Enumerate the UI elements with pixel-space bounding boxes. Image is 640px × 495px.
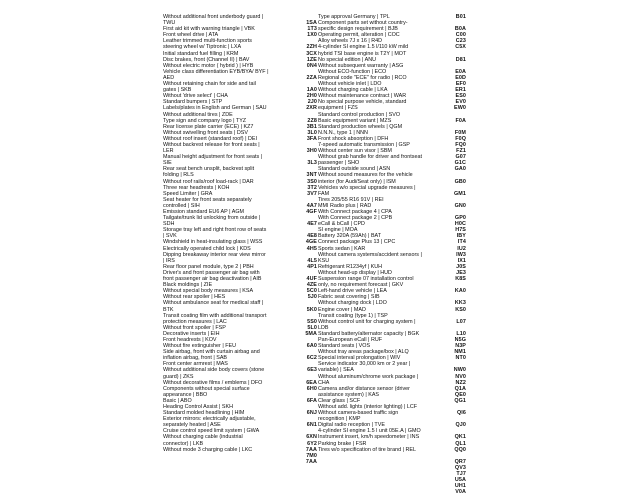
option-description-line: Tires w/o specification of tire brand | REL — [318, 446, 416, 453]
option-code: 1A0 — [306, 87, 317, 94]
option-description-line: Without swivelling front seats | DSV — [163, 129, 248, 136]
option-description-line: Leather trimmed multi-function sports — [163, 38, 252, 45]
option-code: QG1 — [454, 397, 466, 404]
option-code: G1C — [454, 160, 466, 167]
option-description-line: Type approval Germany | TPL — [318, 14, 390, 20]
option-description-line: Heading Control Assist | SKH — [163, 404, 234, 410]
option-description-line: Standard battery/alternator capacity | BGK — [318, 330, 420, 337]
option-code: E0D — [455, 74, 466, 81]
option-description-line: Without electric motor ( hybrid ) | HYB — [163, 62, 254, 69]
option-code: 3S0 — [307, 178, 317, 185]
option-description-line: Without ECO-function | ECO — [318, 68, 387, 75]
option-code: 7AA — [305, 458, 317, 465]
option-code: 6C2 — [306, 355, 317, 362]
option-description-line: Without camera-based traffic sign — [318, 410, 399, 417]
option-code: 1SA — [306, 20, 317, 27]
option-code: 4GF — [306, 209, 317, 215]
option-code: 4UF — [306, 276, 317, 283]
option-description-line: Without center sun visor | SBM — [318, 148, 392, 155]
option-description-line: eCall & bCall | CPD — [318, 221, 365, 228]
option-code: V0A — [455, 489, 466, 495]
option-description-line: KSU — [318, 257, 330, 264]
option-description-line: Labels/plates in English and German | SAU — [163, 105, 267, 112]
option-description-line: protection measures | LAC — [163, 318, 227, 325]
option-description-line: Digital radio reception | TVE — [318, 422, 385, 429]
option-description-line: recognition | KMP — [318, 416, 361, 423]
option-code: GM1 — [454, 190, 466, 197]
option-code: IW3 — [456, 251, 466, 258]
option-description-line: Vehicles w/o special upgrade measures | — [318, 184, 416, 191]
option-description-line: First aid kit with warning triangle | VBK — [163, 26, 255, 33]
option-description-line: Sports sedan | KAR — [318, 245, 366, 252]
option-code: 6A0 — [306, 343, 317, 350]
option-description-line: Tailgate/trunk lid unlocking from outside | — [163, 215, 261, 222]
option-description-line: Storage tray left and right front row of seats — [163, 227, 267, 234]
option-code: ES0 — [455, 93, 466, 100]
option-description-line: Without 'drive select' | CHA — [163, 93, 228, 100]
option-description-line: Left-hand drive vehicle | LEA — [318, 288, 387, 295]
option-description-line: Operating permit, alteration | COC — [318, 32, 400, 39]
option-description-line: With Connect package 4 | CPA — [318, 209, 392, 215]
option-description-line: Standard seats | VOS — [318, 343, 371, 350]
option-description-line: Without mode 3 charging cable | LKC — [163, 446, 253, 453]
option-description-line: Parking brake | FSR — [318, 440, 367, 447]
option-code: 4H5 — [306, 245, 317, 252]
option-code: 7AA — [305, 446, 317, 453]
option-code: 6EA — [306, 379, 317, 386]
option-description-line: AED — [163, 74, 175, 81]
option-description-line: only, no requirement forecast | GKV — [318, 282, 404, 289]
option-description-line: Rear license plate carrier (ECE) | KZ7 — [163, 123, 254, 130]
option-description-line: appearance | BBO — [163, 391, 208, 398]
option-description-line: Black moldings | ZIE — [163, 282, 213, 289]
option-code: C00 — [455, 32, 466, 39]
option-description-line: Without additional side body covers (stone — [163, 367, 265, 374]
option-description-line: equipment | FZS — [318, 105, 358, 112]
option-code: 6H0 — [306, 385, 317, 392]
option-description-line: Standard outside sound | ASN — [318, 166, 391, 173]
option-code: 5S0 — [307, 318, 317, 325]
option-description-line: Rear seat bench unsplit, backrest split — [163, 166, 255, 173]
option-code: Q1A — [454, 385, 466, 392]
option-description-line: LDB — [318, 324, 329, 331]
option-description-line: interior (for Audi/Seat only) | ISM — [318, 178, 396, 185]
option-description-line: Camera and/or distance sensor (driver — [318, 385, 410, 392]
option-code: 3L0 — [307, 129, 317, 136]
option-description-line: Without roof rails/roof load-rack | DAR — [163, 178, 254, 185]
option-description-line: Special interval prolongation | WIV — [318, 355, 401, 362]
option-code: 4L5 — [307, 257, 317, 264]
option-description-line: Refrigerant R1234yf | KUH — [318, 263, 383, 270]
option-description-line: Speed Limiter | GRA — [163, 190, 213, 197]
option-code: 4E8 — [307, 233, 317, 240]
option-description-line: Without charging dock | LDO — [318, 300, 387, 307]
option-code: GP0 — [454, 215, 466, 222]
option-description-line: MMI Radio plus | RAD — [318, 202, 372, 209]
option-description-line: Without additional front underbody guard | — [163, 14, 264, 20]
option-description-line: Without add. lights (interior lighting) | LCF — [318, 404, 418, 410]
option-description-line: FAM — [318, 190, 330, 197]
option-code: 2J0 — [307, 99, 317, 106]
option-description-line: Without special body measures | KSA — [163, 288, 254, 295]
option-code: 3L3 — [307, 160, 317, 167]
option-description-line: CHA — [318, 379, 330, 386]
option-code: IT4 — [457, 239, 466, 246]
option-code: 1ZE — [306, 56, 317, 63]
option-description-line: Without decorative films / emblems | DFO — [163, 379, 263, 386]
option-code: QV3 — [454, 464, 466, 471]
option-description-line: | SVK — [163, 233, 177, 240]
option-code: 2H0 — [306, 93, 317, 100]
option-description-line: TWU — [163, 20, 176, 27]
option-code: QL1 — [455, 440, 466, 447]
option-code: GN0 — [454, 202, 466, 209]
option-description-line: Without rear spoiler | HES — [163, 294, 226, 301]
option-description-line: Front center armrest | MAS — [163, 361, 228, 368]
option-description-line: Without maintenance contract | WAR — [318, 93, 407, 100]
option-code: 4ZE — [306, 282, 317, 289]
option-description-line: Seat heater for front seats separately — [163, 196, 252, 203]
option-code: QK1 — [454, 434, 466, 441]
option-code: KS0 — [455, 306, 466, 313]
option-code: 4GE — [305, 239, 317, 246]
option-description-line: Dipping breakaway interior rear view mirror — [163, 251, 266, 258]
option-code: EW0 — [454, 105, 466, 112]
option-description-line: connector) | LKB — [163, 440, 204, 447]
option-code: EF0 — [455, 81, 466, 88]
option-code: NV0 — [455, 373, 466, 380]
option-code: 5C0 — [306, 288, 317, 295]
option-code: D81 — [455, 56, 466, 63]
option-code: 7M0 — [306, 452, 317, 459]
option-description-line: Without roof insert (standard roof) | DEI — [163, 135, 257, 142]
option-code: C23 — [455, 38, 466, 45]
option-code: 3T2 — [307, 184, 317, 191]
option-code: IX1 — [457, 257, 466, 264]
option-description-line: Emission standard EU6 AP | AGM — [163, 209, 244, 215]
option-description-line: Without retaining chain for side and tail — [163, 81, 256, 88]
option-description-line: steering wheel w/ Tiptronic | LXA — [163, 44, 242, 51]
option-description-line: inflation airbag, front | SAB — [163, 355, 228, 362]
option-description-line: Standard production wheels | QGM — [318, 123, 403, 130]
option-description-line: Cruise control speed limit system | GWA — [163, 428, 260, 435]
option-description-line: Fabric seat covering | SIB — [318, 294, 380, 301]
option-description-line: specific design requirement | BJB — [318, 26, 398, 33]
option-code: E0A — [455, 68, 466, 75]
option-code: GA0 — [454, 166, 466, 173]
option-description-line: Side airbag, front with curtain airbag and — [163, 349, 260, 356]
option-description-line: Initial standard fuel filling | KRM — [163, 50, 239, 57]
option-description-line: Driver's and front passenger air bag with — [163, 269, 260, 276]
option-description-line: Vehicle class differentiation EYB/BYA/ BYF | — [163, 68, 269, 75]
option-description-line: Without backrest release for front seats | — [163, 141, 260, 148]
option-description-line: Front headrests | KOV — [163, 336, 217, 343]
option-description-line: | IRS — [163, 257, 175, 264]
option-description-line: Suspension range 07 installation control — [318, 276, 414, 283]
left-codes-column — [297, 14, 317, 465]
option-code: FQ0 — [455, 141, 466, 148]
option-description-line: With Connect package 2 | CPB — [318, 215, 393, 222]
right-descriptions-column — [318, 14, 446, 453]
option-description-line: Front shock absorption | DFH — [318, 135, 389, 142]
option-code: 4E7 — [307, 221, 317, 228]
option-code: JE3 — [456, 269, 466, 276]
option-description-line: Components without special surface — [163, 385, 250, 392]
option-description-line: Without tray areas package/box | ALQ — [318, 349, 409, 356]
option-description-line: Connect package Plus 13 | CPC — [318, 239, 396, 246]
option-code: NT0 — [455, 355, 466, 362]
option-code: NW0 — [453, 367, 466, 374]
option-description-line: Without ambulance seat for medical staff | — [163, 300, 264, 307]
option-code: 6XN — [306, 434, 317, 441]
option-description-line: Basic equipment variant | MZS — [318, 117, 392, 124]
option-code: J0S — [456, 263, 466, 270]
option-code: QI6 — [457, 410, 466, 417]
option-code: QQ0 — [454, 446, 466, 453]
option-code: H0C — [454, 221, 466, 228]
option-description-line: assistance system) | KAS — [318, 391, 380, 398]
option-description-line: folding | RLS — [163, 172, 194, 179]
option-code: FZ1 — [456, 148, 466, 155]
option-description-line: 7-speed automatic transmission | GSP — [318, 141, 410, 148]
option-code: 3NT — [306, 172, 317, 179]
option-description-line: Standard bumpers | STP — [163, 99, 223, 106]
option-description-line: No special purpose vehicle, standard — [318, 99, 407, 106]
option-description-line: Basic | ABO — [163, 397, 192, 404]
option-code: NZ2 — [455, 379, 466, 386]
option-code: N5G — [454, 336, 466, 343]
option-description-line: Battery 320A (59Ah) | BAT — [318, 233, 382, 240]
option-description-line: Clear glass | SCF — [318, 397, 361, 404]
option-description-line: 4-cylinder SI engine 1.5 l/110 kW mild — [318, 44, 409, 51]
option-code: G07 — [455, 154, 466, 161]
option-description-line: Without charging cable (industrial — [163, 434, 243, 441]
option-description-line: Exterior mirrors: electrically adjustable, — [163, 416, 256, 423]
option-description-line: hybrid TSI base engine is T2Y | MOT — [318, 50, 407, 57]
option-code: F0Q — [455, 135, 466, 142]
option-description-line: 4-cylinder SI engine 1.5 l unit 05E.A | GMO — [318, 428, 421, 435]
option-code: 3H0 — [306, 148, 317, 155]
option-code: IU2 — [457, 245, 466, 252]
option-description-line: Without sound measures for the vehicle — [318, 172, 413, 179]
option-code: 0N4 — [306, 62, 317, 69]
option-description-line: Service indicator 30,000 km or 2 year | — [318, 361, 411, 368]
option-code: 3V7 — [307, 190, 317, 197]
option-code: 6N1 — [306, 422, 317, 429]
option-description-line: variable) | SEA — [318, 367, 354, 374]
option-description-line: controlled | SIH — [163, 202, 200, 209]
option-description-line: Without aluminum/chrome work package | — [318, 373, 419, 380]
option-code: B0A — [454, 26, 466, 33]
option-code: 3CX — [306, 50, 317, 57]
option-description-line: Regional code "ECE" for radio | RCO — [318, 74, 407, 81]
option-description-line: Manual height adjustment for front seats | — [163, 154, 263, 161]
option-description-line: Without vehicle inlet | LDO — [318, 81, 382, 88]
option-description-line: Without grab handle for driver and frontseat — [318, 154, 422, 161]
option-description-line: Without subsequent warranty | ASG — [318, 62, 404, 69]
option-code: F0A — [455, 117, 466, 124]
option-code: N3P — [455, 343, 466, 350]
option-code: U5A — [454, 477, 466, 484]
option-description-line: Instrument insert, km/h speedometer | INS — [318, 434, 420, 441]
option-code: 6FA — [306, 397, 317, 404]
option-code: B01 — [455, 14, 466, 20]
option-code: KA0 — [454, 288, 466, 295]
option-description-line: Tires 205/55 R16 91V | REI — [318, 196, 384, 203]
option-code: QJ0 — [455, 422, 466, 429]
option-code: GB0 — [454, 178, 466, 185]
option-description-line: BTK — [163, 306, 174, 313]
option-description-line: Disc brakes, front (Channel II) | BAV — [163, 56, 250, 63]
option-code: TJ7 — [456, 471, 466, 478]
option-code: 5MA — [305, 330, 317, 337]
option-code: 3B1 — [306, 123, 317, 130]
option-description-line: SI engine | MOA — [318, 227, 358, 234]
option-description-line: Front wheel drive | ATA — [163, 32, 219, 39]
option-description-line: separately heated | ASE — [163, 422, 221, 429]
option-code: 6Y2 — [307, 440, 317, 447]
option-code: 4A7 — [306, 202, 317, 209]
option-code: 2XR — [306, 105, 317, 112]
option-code: 2ZA — [306, 74, 317, 81]
option-code: UH1 — [454, 483, 466, 490]
option-code: 2ZH — [306, 44, 317, 51]
option-code: 6NJ — [306, 410, 317, 417]
option-description-line: Standard control production | SVO — [318, 111, 401, 118]
option-description-line: passenger | SHO — [318, 160, 360, 167]
option-code: H7S — [455, 227, 466, 234]
option-code: L10 — [456, 330, 466, 337]
option-description-line: N.N.N., type 1 | NNN — [318, 129, 368, 136]
option-description-line: Without fire extinguisher | FEU — [163, 343, 237, 350]
option-description-line: Engine cover | MAD — [318, 306, 366, 313]
option-description-line: SDH — [163, 221, 175, 228]
option-description-line: front passenger air bag deactivation | AIB — [163, 276, 262, 283]
option-description-line: LER — [163, 148, 174, 155]
option-code: 1X0 — [307, 32, 317, 39]
option-code: 5L0 — [307, 324, 317, 331]
option-description-line: Rear floor panel module, type 2 | PBH — [163, 263, 254, 270]
option-description-line: Type sign and company logo | TYZ — [163, 117, 247, 124]
option-code: 6E3 — [307, 367, 317, 374]
option-code: NM1 — [454, 349, 466, 356]
right-codes-column — [446, 14, 466, 495]
option-description-line: Transit coating film with additional transport — [163, 312, 267, 319]
left-descriptions-column — [163, 14, 297, 453]
option-description-line: SIE — [163, 160, 172, 167]
option-description-line: Windshield in heat-insulating glass | WSS — [163, 239, 263, 246]
option-code: L07 — [456, 318, 466, 325]
option-description-line: guard) | ZKS — [163, 373, 194, 380]
option-code: 1T3 — [307, 26, 317, 33]
option-description-line: Without additional tires | ZDE — [163, 111, 233, 118]
option-description-line: Without control unit for charging system | — [318, 318, 416, 325]
option-description-line: Without camera systems/accident sensors | — [318, 251, 422, 258]
option-code: 4P1 — [307, 263, 317, 270]
option-code: 5J0 — [307, 294, 317, 301]
option-description-line: Without head-up display | HUD — [318, 269, 392, 276]
option-code: QE0 — [454, 391, 466, 398]
option-code: ER1 — [455, 87, 466, 94]
option-code: F0M — [454, 129, 466, 136]
option-code: QR7 — [454, 458, 466, 465]
option-description-line: Electrically operated child lock | KDS — [163, 245, 251, 252]
option-code: 2Z8 — [307, 117, 317, 124]
option-description-line: Component parts set without country- — [318, 20, 408, 27]
option-description-line: Without charging cable | LKA — [318, 87, 388, 94]
option-description-line: Alloy wheels 7J x 16 | R4D — [318, 38, 383, 45]
option-description-line: Transit coating (type 1) | TSP — [318, 312, 388, 319]
option-description-line: Standard molded headlining | HIM — [163, 410, 245, 417]
option-code: 5K0 — [306, 306, 317, 313]
option-description-line: No special edition | ANU — [318, 56, 377, 63]
option-description-line: Pan-European eCall | RUF — [318, 336, 383, 343]
option-description-line: Without front spoiler | FSP — [163, 324, 226, 331]
option-code: IBY — [456, 233, 466, 240]
option-code: K8S — [455, 276, 466, 283]
option-description-line: Decorative inserts | EIH — [163, 330, 220, 337]
option-description-line: gates | SKB — [163, 87, 192, 94]
option-description-line: Three rear headrests | KOH — [163, 184, 230, 191]
option-code: C5X — [455, 44, 466, 51]
option-code: KK3 — [454, 300, 466, 307]
option-code: EV0 — [455, 99, 466, 106]
option-code: 3FA — [306, 135, 317, 142]
